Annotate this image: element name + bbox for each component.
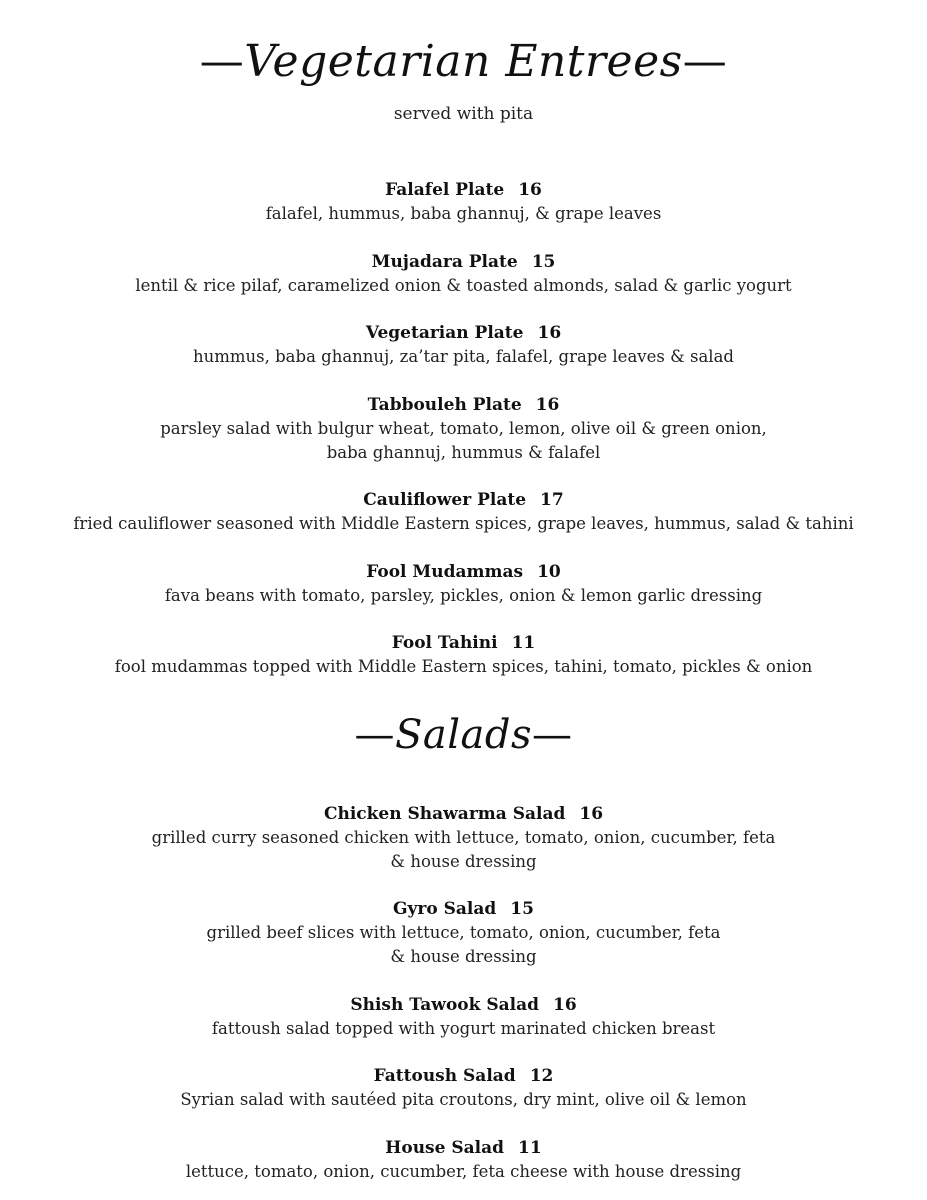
item-name: Gyro Salad xyxy=(393,899,497,919)
item-name: Mujadara Plate xyxy=(371,252,518,272)
menu-item-tabbouleh-plate xyxy=(0,393,927,465)
item-description: fried cauliflower seasoned with Middle Eastern spices, grape leaves, hummus, salad & tahini xyxy=(73,514,854,533)
item-price: 16 xyxy=(537,323,562,343)
item-description: fool mudammas topped with Middle Eastern spices, tahini, tomato, pickles & onion xyxy=(114,657,813,676)
item-description: lettuce, tomato, onion, cucumber, feta cheese with house dressing xyxy=(185,1162,742,1181)
item-name: Shish Tawook Salad xyxy=(350,995,539,1015)
heading-dash-right: — xyxy=(532,712,573,758)
item-price: 10 xyxy=(537,562,561,582)
menu-item-falafel-plate xyxy=(0,178,927,226)
item-description-line-2: & house dressing xyxy=(390,947,537,966)
item-name: Fattoush Salad xyxy=(373,1066,516,1086)
menu-item-fool-tahini xyxy=(0,631,927,679)
heading-text: Vegetarian Entrees xyxy=(244,36,683,87)
heading-dash-left: — xyxy=(354,712,395,758)
item-name: Fool Tahini xyxy=(391,633,498,653)
salads-heading xyxy=(0,712,927,758)
item-price: 15 xyxy=(510,899,534,919)
item-price: 11 xyxy=(518,1138,542,1158)
menu-item-fool-mudammas xyxy=(0,560,927,608)
item-description: grilled beef slices with lettuce, tomato, onion, cucumber, feta xyxy=(206,923,721,942)
item-description: parsley salad with bulgur wheat, tomato, lemon, olive oil & green onion, xyxy=(160,419,767,438)
item-price: 16 xyxy=(552,995,577,1015)
menu-item-fattoush-salad xyxy=(0,1064,927,1112)
menu-item-shish-tawook-salad xyxy=(0,993,927,1041)
item-price: 16 xyxy=(579,804,604,824)
item-description: Syrian salad with sautéed pita croutons, dry mint, olive oil & lemon xyxy=(180,1090,747,1109)
menu-item-vegetarian-plate xyxy=(0,321,927,369)
item-description: grilled curry seasoned chicken with lettuce, tomato, onion, cucumber, feta xyxy=(151,828,776,847)
item-name: Tabbouleh Plate xyxy=(367,395,522,415)
item-price: 15 xyxy=(531,252,556,272)
item-name: Falafel Plate xyxy=(385,180,505,200)
item-price: 16 xyxy=(535,395,560,415)
heading-dash-right: — xyxy=(682,36,728,87)
vegetarian-entrees-heading xyxy=(0,36,927,87)
item-description-line-2: & house dressing xyxy=(390,852,537,871)
heading-text: Salads xyxy=(394,712,533,758)
item-price: 11 xyxy=(511,633,536,653)
menu-item-gyro-salad xyxy=(0,897,927,969)
item-name: Vegetarian Plate xyxy=(365,323,524,343)
heading-dash-left: — xyxy=(199,36,245,87)
item-name: Fool Mudammas xyxy=(366,562,524,582)
item-description-line-2: baba ghannuj, hummus & falafel xyxy=(326,443,601,462)
item-price: 12 xyxy=(529,1066,554,1086)
item-price: 16 xyxy=(518,180,542,200)
item-description: fattoush salad topped with yogurt marinated chicken breast xyxy=(211,1019,716,1038)
entrees-subtitle: served with pita xyxy=(393,104,534,124)
menu-item-cauliflower-plate xyxy=(0,488,927,536)
item-description: falafel, hummus, baba ghannuj, & grape leaves xyxy=(265,204,662,223)
menu-item-chicken-shawarma-salad xyxy=(0,802,927,874)
item-description: fava beans with tomato, parsley, pickles, onion & lemon garlic dressing xyxy=(164,586,763,605)
item-price: 17 xyxy=(540,490,564,510)
item-name: Cauliflower Plate xyxy=(363,490,527,510)
menu-item-house-salad xyxy=(0,1136,927,1184)
item-description: lentil & rice pilaf, caramelized onion & toasted almonds, salad & garlic yogurt xyxy=(135,276,792,295)
menu-item-mujadara-plate xyxy=(0,250,927,298)
item-name: Chicken Shawarma Salad xyxy=(323,804,566,824)
item-name: House Salad xyxy=(385,1138,505,1158)
item-description: hummus, baba ghannuj, za’tar pita, falafel, grape leaves & salad xyxy=(192,347,734,366)
